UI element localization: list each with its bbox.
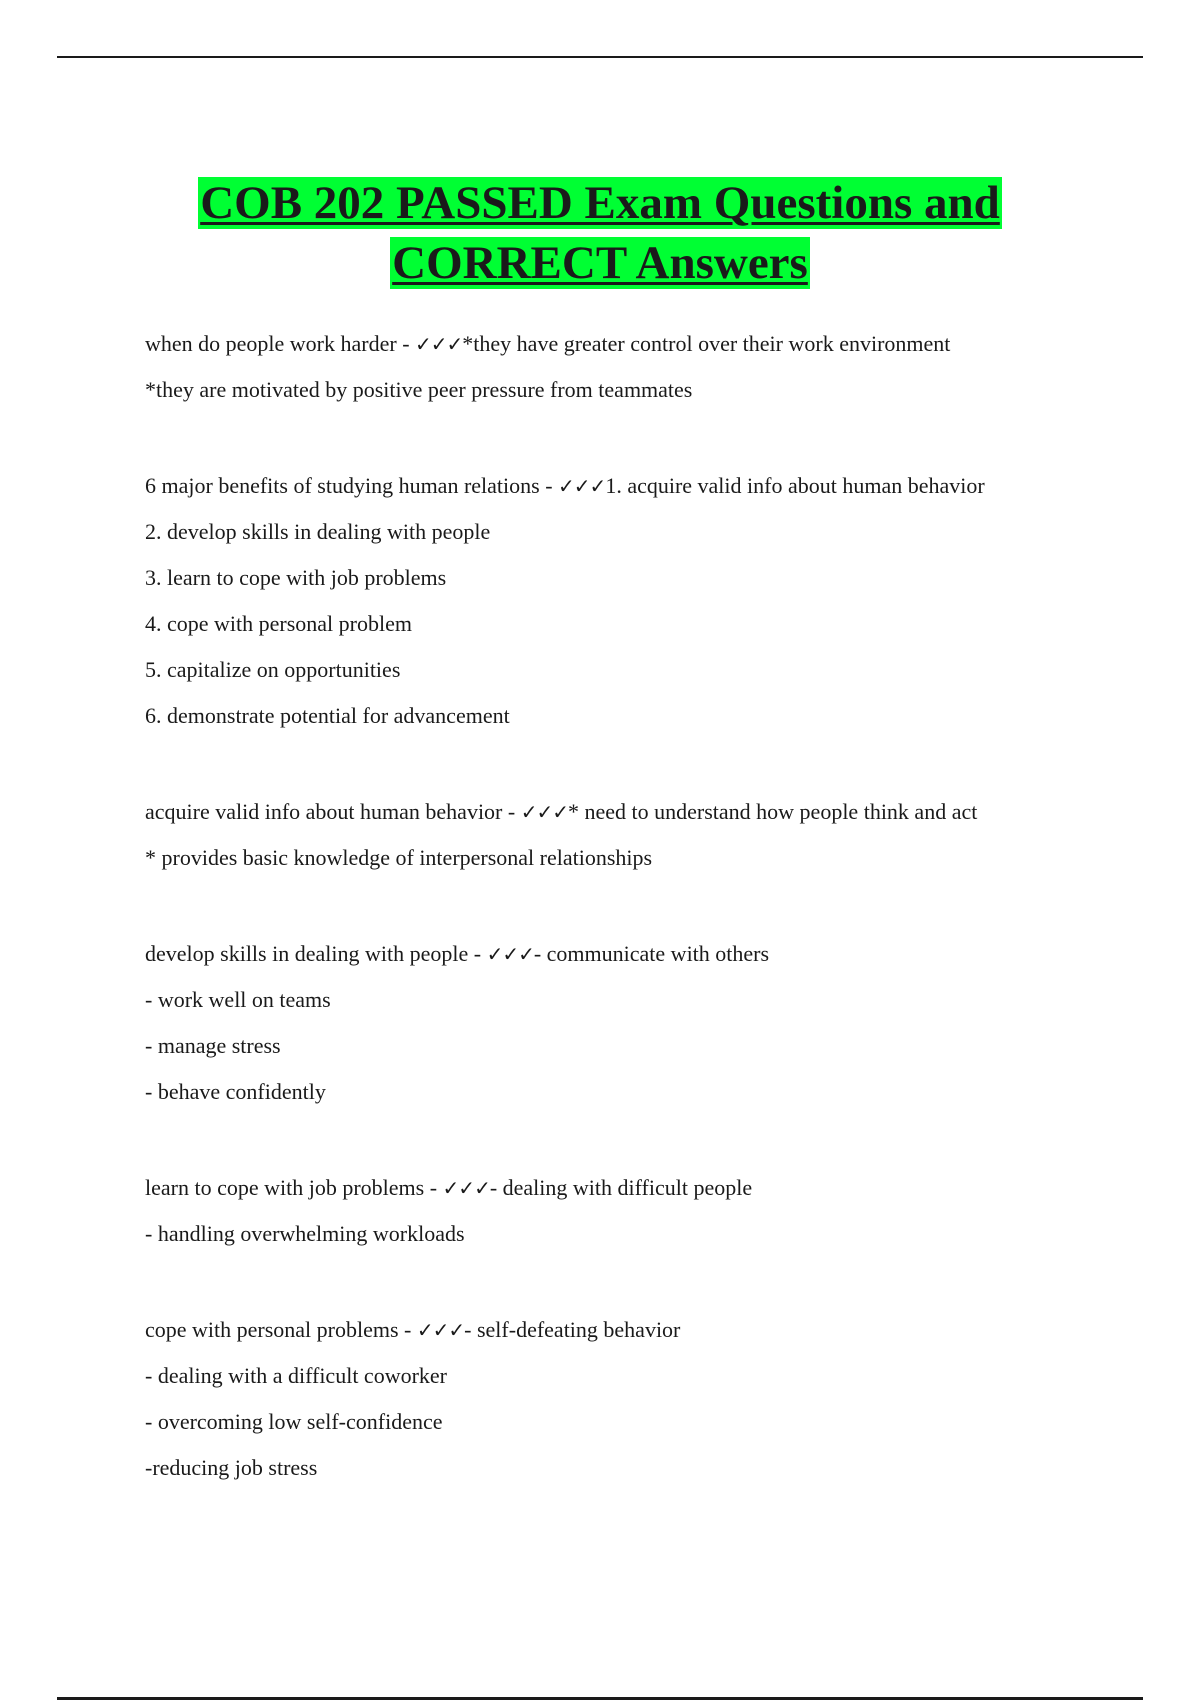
answer-line: 4. cope with personal problem <box>145 611 412 636</box>
answer-line: *they are motivated by positive peer pressure from teammates <box>145 377 693 402</box>
top-rule <box>57 56 1143 58</box>
answer-line: 6. demonstrate potential for advancement <box>145 703 510 728</box>
answer-line: - work well on teams <box>145 987 331 1012</box>
answer-line: - behave confidently <box>145 1079 326 1104</box>
answer-line: - dealing with a difficult coworker <box>145 1363 447 1388</box>
answer-line: - manage stress <box>145 1033 281 1058</box>
check-mark-icon: ✓✓✓ <box>442 1176 490 1200</box>
question-text: cope with personal problems - <box>145 1317 417 1342</box>
qa-question-line <box>145 470 1045 502</box>
answer-text: 1. acquire valid info about human behavior <box>605 473 985 498</box>
qa-entry <box>145 1172 1045 1250</box>
check-mark-icon: ✓✓✓ <box>486 942 534 966</box>
answer-line: 3. learn to cope with job problems <box>145 565 447 590</box>
question-text: develop skills in dealing with people - <box>145 941 487 966</box>
answer-line: 2. develop skills in dealing with people <box>145 519 491 544</box>
question-text: 6 major benefits of studying human relations - <box>145 473 559 498</box>
answer-line: * provides basic knowledge of interpersonal relationships <box>145 845 653 870</box>
answer-line: - overcoming low self-confidence <box>145 1409 443 1434</box>
qa-entry <box>145 1314 1045 1484</box>
qa-entry <box>145 328 1045 406</box>
check-mark-icon: ✓✓✓ <box>416 1318 465 1342</box>
question-text: when do people work harder - <box>145 331 416 356</box>
question-text: acquire valid info about human behavior - <box>145 799 521 824</box>
qa-entry <box>145 938 1045 1108</box>
qa-question-line <box>145 796 1045 828</box>
qa-question-line <box>145 1314 1045 1346</box>
qa-question-line <box>145 1172 1045 1204</box>
check-mark-icon: ✓✓✓ <box>558 474 606 498</box>
qa-entry <box>145 470 1045 732</box>
title-line-2: CORRECT Answers <box>392 237 808 290</box>
answer-line: 5. capitalize on opportunities <box>145 657 401 682</box>
title-line-1: COB 202 PASSED Exam Questions and <box>200 177 1000 230</box>
qa-question-line <box>145 328 1045 360</box>
check-mark-icon: ✓✓✓ <box>520 800 568 824</box>
answer-text: - communicate with others <box>533 941 770 966</box>
qa-question-line <box>145 938 1045 970</box>
answer-line: -reducing job stress <box>145 1455 318 1480</box>
answer-text: *they have greater control over their work environment <box>462 331 951 356</box>
qa-entry <box>145 796 1045 874</box>
check-mark-icon: ✓✓✓ <box>415 332 463 356</box>
question-text: learn to cope with job problems - <box>145 1175 443 1200</box>
document-title <box>0 173 1200 293</box>
answer-text: - self-defeating behavior <box>464 1317 681 1342</box>
answer-text: * need to understand how people think and act <box>568 799 978 824</box>
qa-list <box>145 328 1045 1548</box>
answer-text: - dealing with difficult people <box>489 1175 753 1200</box>
answer-line: - handling overwhelming workloads <box>145 1221 465 1246</box>
